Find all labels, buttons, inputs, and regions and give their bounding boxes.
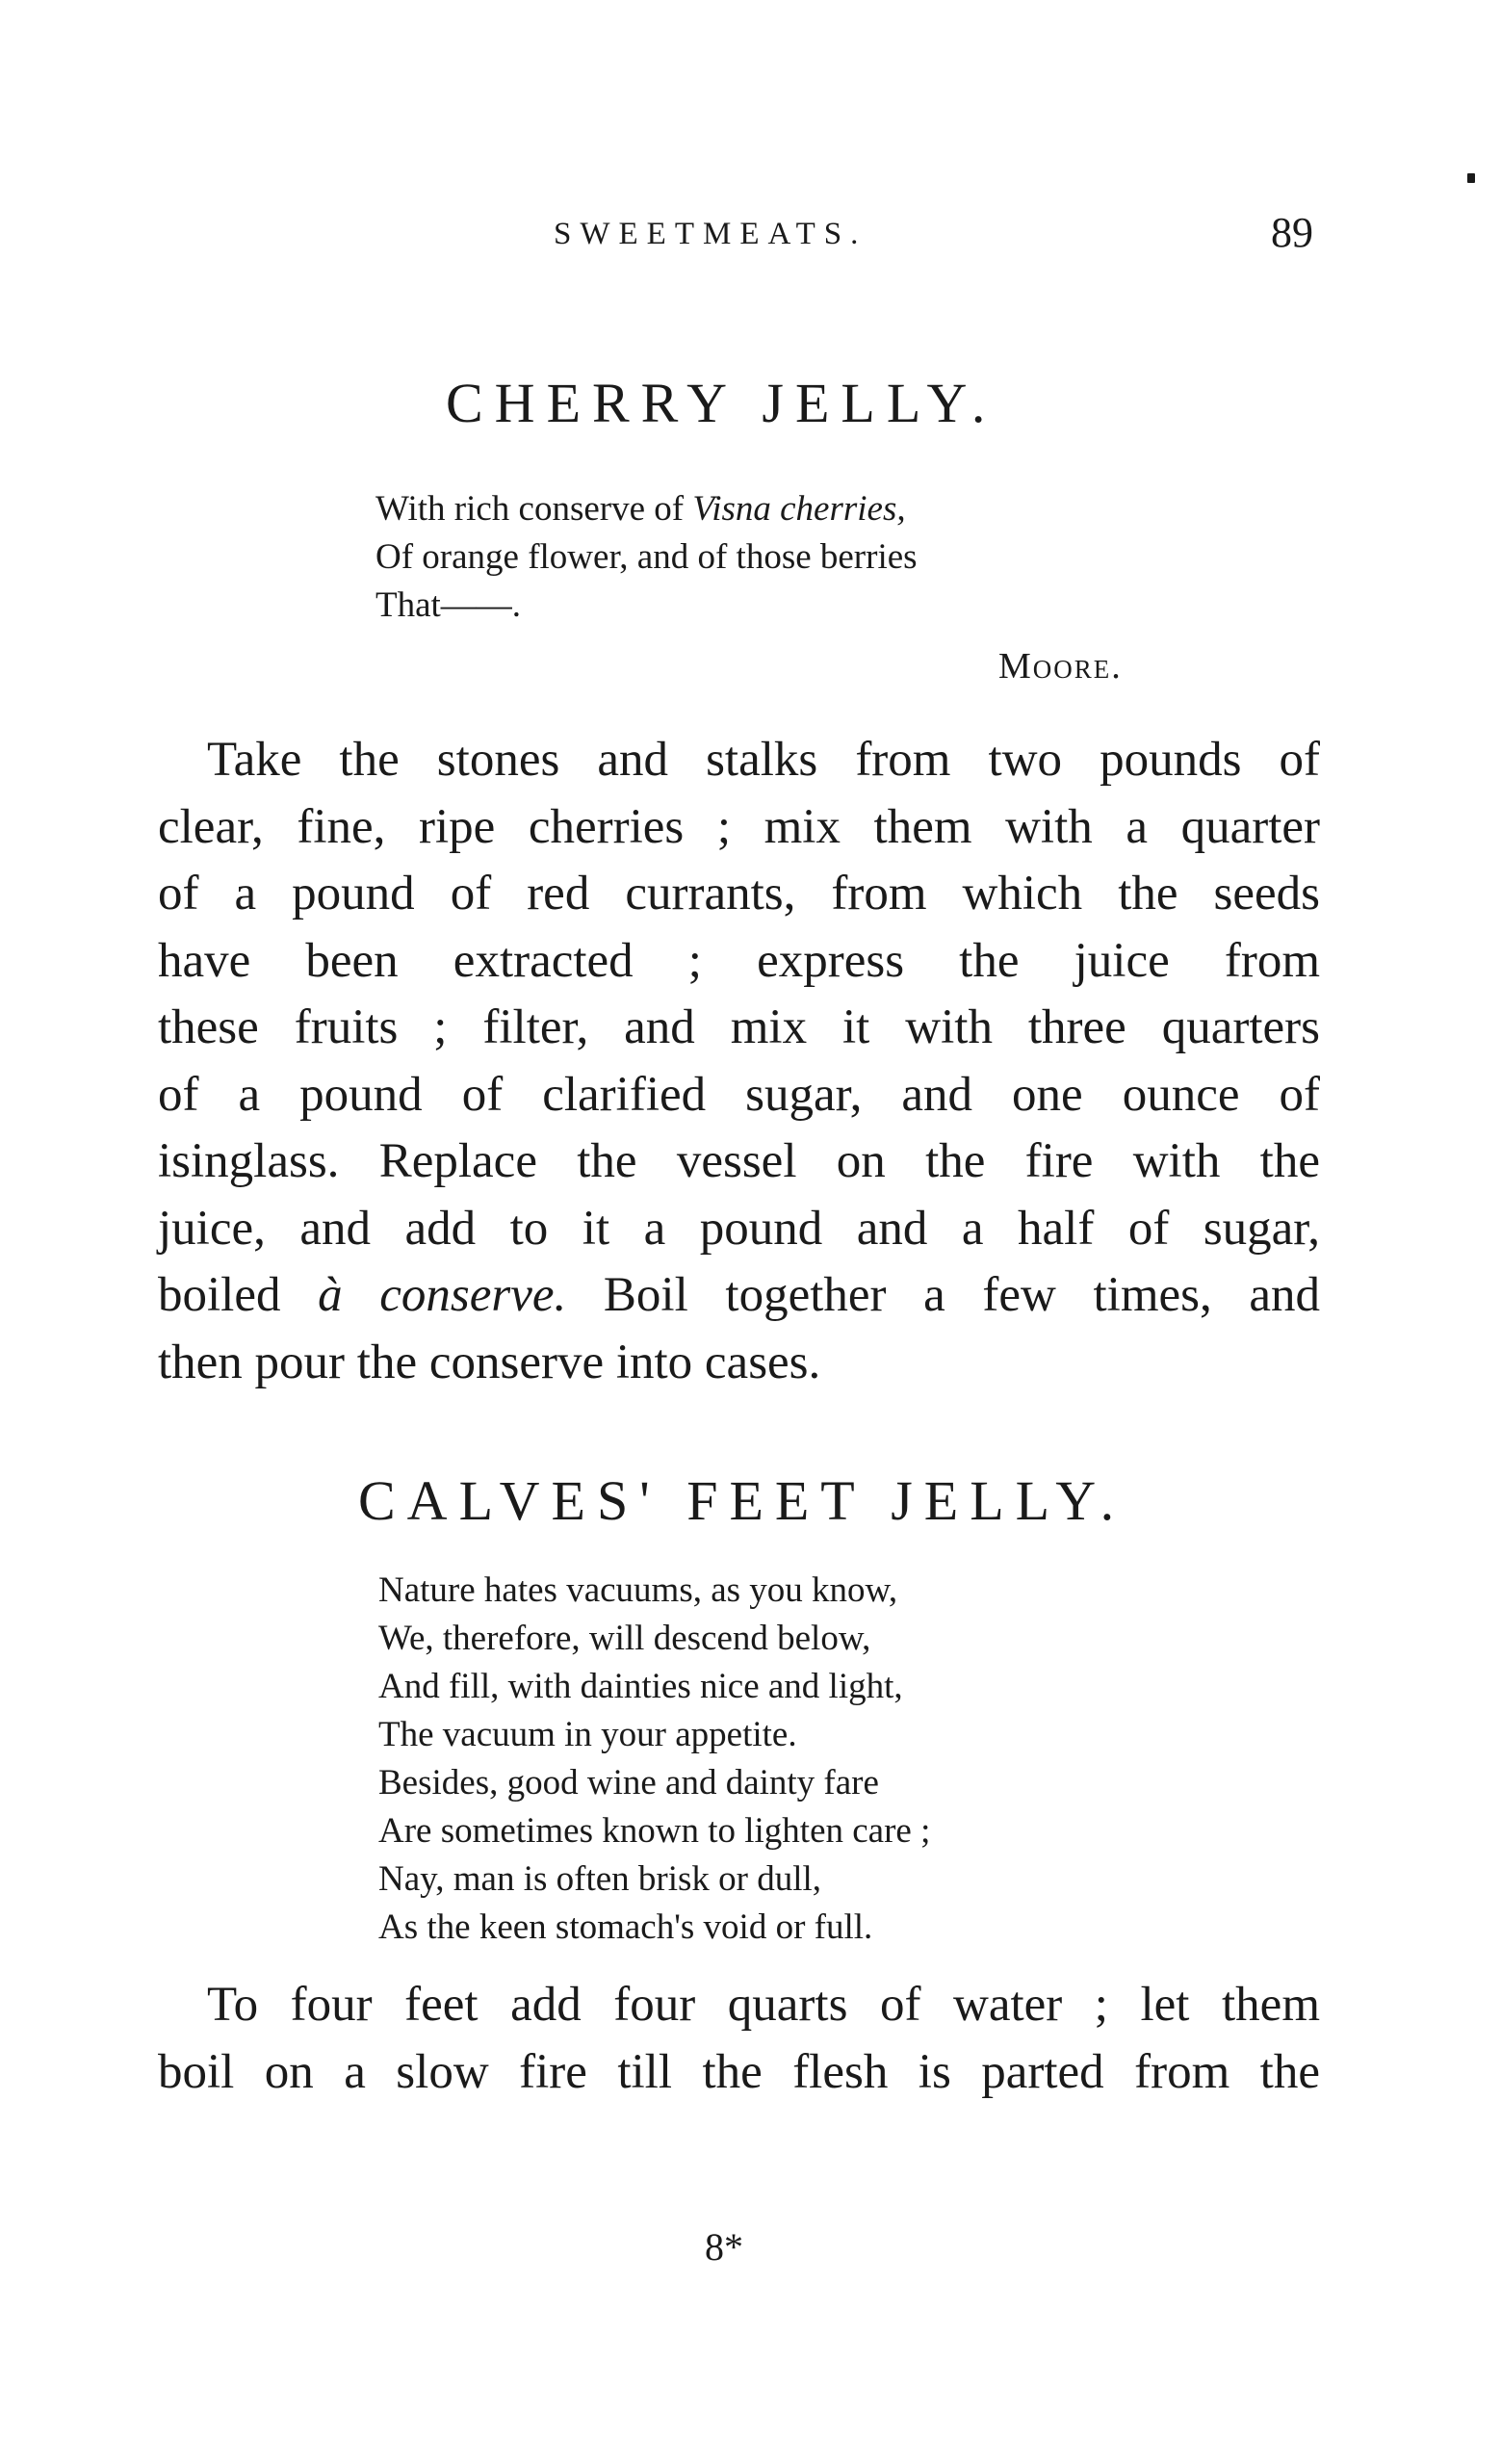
epigraph-line: The vacuum in your appetite.: [378, 1715, 797, 1754]
body-line: then pour the conserve into cases.: [158, 1335, 821, 1389]
epigraph-line: And fill, with dainties nice and light,: [378, 1667, 903, 1706]
epigraph-italic-text: Visna cherries,: [692, 489, 906, 529]
epigraph-line: Are sometimes known to lighten care ;: [378, 1811, 931, 1851]
epigraph-line: Besides, good wine and dainty fare: [378, 1763, 879, 1803]
body-line: boil on a slow fire till the flesh is parted from the: [158, 2044, 1320, 2099]
recipe-title-calves-feet-jelly: CALVES' FEET JELLY.: [358, 1469, 1126, 1532]
body-line: juice, and add to it a pound and a half of sugar,: [158, 1201, 1320, 1256]
signature-mark: 8*: [705, 2225, 743, 2269]
epigraph-text: With rich conserve of: [375, 489, 693, 529]
body-line: these fruits ; filter, and mix it with three quarters: [158, 1000, 1320, 1054]
body-line: [158, 1262, 1320, 1330]
body-line: of a pound of red currants, from which the seeds: [158, 867, 1320, 921]
epigraph-line: Nature hates vacuums, as you know,: [378, 1570, 898, 1610]
epigraph-line: [375, 485, 918, 533]
epigraph-line: We, therefore, will descend below,: [378, 1619, 871, 1658]
epigraph-attribution: Moore.: [998, 646, 1123, 687]
epigraph-line: Nay, man is often brisk or dull,: [378, 1859, 822, 1899]
epigraph-line: As the keen stomach's void or full.: [378, 1907, 873, 1947]
epigraph-calves-feet-jelly: [378, 1567, 930, 1952]
body-line: of a pound of clarified sugar, and one ounce of: [158, 1067, 1320, 1122]
body-line: Take the stones and stalks from two pounds of: [207, 733, 1320, 787]
epigraph-line: That——.: [375, 585, 522, 625]
epigraph-cherry-jelly: [375, 485, 918, 630]
body-text: Boil together a few times, and: [566, 1268, 1321, 1322]
margin-mark: [1467, 173, 1475, 183]
epigraph-line: Of orange flower, and of those berries: [375, 537, 918, 577]
recipe-title-cherry-jelly: CHERRY JELLY.: [446, 372, 997, 434]
body-line: To four feet add four quarts of water ; let them: [207, 1978, 1320, 2032]
body-line: clear, fine, ripe cherries ; mix them with a quarter: [158, 799, 1320, 854]
body-text: boiled: [158, 1268, 319, 1322]
running-head: SWEETMEATS.: [554, 217, 867, 251]
recipe-body-calves-feet-jelly: [158, 1972, 1320, 2106]
page-number: 89: [1271, 209, 1313, 256]
body-line: have been extracted ; express the juice from: [158, 933, 1320, 988]
body-line: isinglass. Replace the vessel on the fire with the: [158, 1134, 1320, 1188]
body-italic-text: à conserve.: [318, 1268, 567, 1322]
recipe-body-cherry-jelly: [158, 727, 1320, 1396]
